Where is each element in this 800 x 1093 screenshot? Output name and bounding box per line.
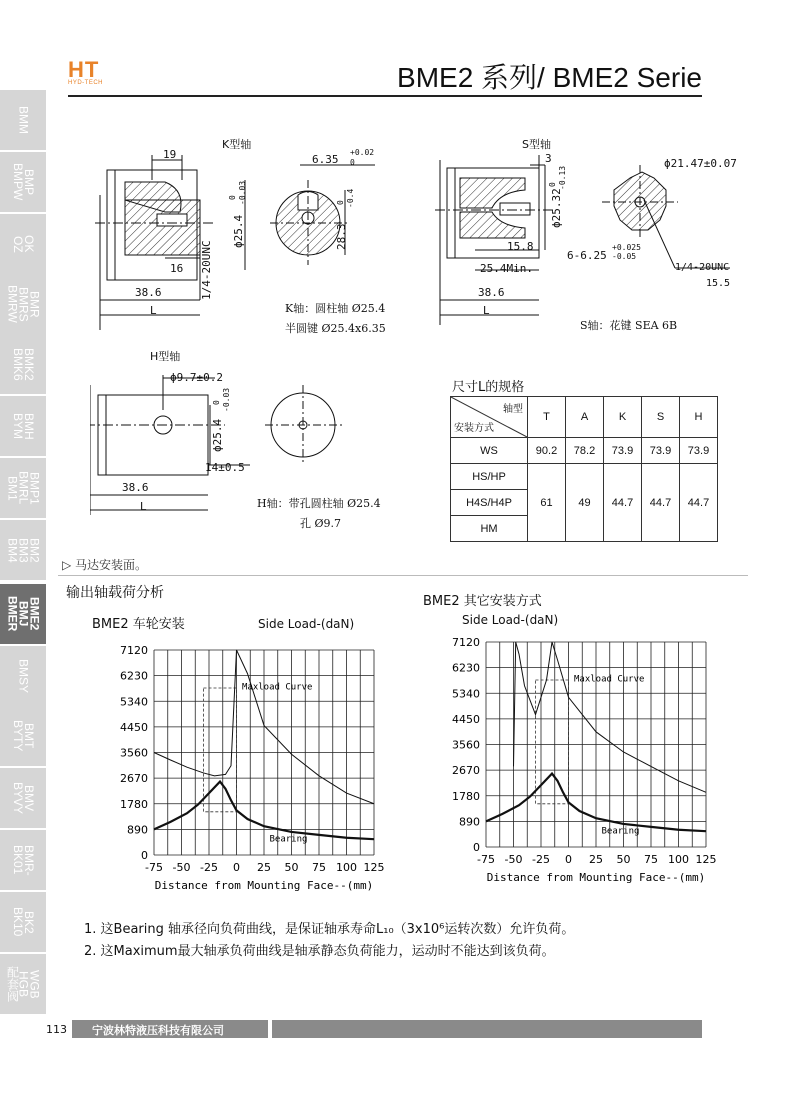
y-tick-label: 5340 — [120, 695, 148, 709]
k-dim-16: 16 — [170, 262, 184, 275]
y-tick-label: 890 — [459, 815, 480, 829]
table-cell: 90.2 — [528, 438, 566, 464]
page-number: 113 — [46, 1023, 67, 1036]
s-key-tol-top: +0.025 — [612, 243, 641, 252]
side-tab[interactable] — [0, 520, 46, 582]
table-row — [451, 464, 718, 490]
chart1-title: BME2 车轮安装 — [92, 617, 185, 632]
y-tick-label: 3560 — [452, 738, 480, 752]
k-depth-tol-bottom: -0.4 — [346, 188, 355, 208]
y-tick-label: 3560 — [120, 746, 148, 760]
x-tick-label: 125 — [363, 861, 385, 874]
y-tick-label: 4450 — [120, 720, 148, 734]
table-cell: 73.9 — [642, 438, 680, 464]
side-tab-label: BMM — [16, 106, 31, 134]
side-tab-label: BMP1 BMRL BM1 — [5, 471, 42, 505]
s-dim-25-4: 25.4Min. — [480, 262, 533, 275]
k-dia-tol-bottom: -0.03 — [238, 180, 247, 205]
x-tick-label: -25 — [200, 861, 218, 874]
footer-company: 宁波林特液压科技有限公司 — [92, 1024, 224, 1037]
s-key: 6-6.25 — [567, 249, 607, 262]
side-tab-label: BMR BMRS BMRW — [5, 285, 42, 323]
k-caption-2: 半圆键 Ø25.4x6.35 — [285, 322, 386, 335]
footer-company-bar — [72, 1020, 268, 1038]
corner-bottom-label: 安装方式 — [454, 423, 494, 434]
k-dia-tol-top: 0 — [228, 195, 237, 200]
s-dia-tol-bottom: -0.13 — [558, 165, 567, 190]
table-cell: 49 — [566, 464, 604, 542]
y-tick-label: 4450 — [452, 712, 480, 726]
side-tab[interactable] — [0, 768, 46, 830]
y-tick-label: 890 — [127, 823, 148, 837]
x-tick-label: -50 — [504, 853, 523, 866]
s-key-tol-bottom: -0.05 — [612, 252, 637, 261]
table-cell: 44.7 — [642, 464, 680, 542]
series-label: Maxload Curve — [574, 674, 645, 685]
mount-face-note: ▷ 马达安装面。 — [62, 558, 148, 572]
y-tick-label: 6230 — [452, 661, 480, 675]
h-dim-14: 14±0.5 — [205, 461, 245, 474]
table-cell: 78.2 — [566, 438, 604, 464]
logo-text: HT — [68, 57, 100, 82]
y-tick-label: 1780 — [120, 797, 148, 811]
row-label: H4S/H4P — [451, 490, 528, 516]
side-tab-label: WGB HGB 配套阀 — [5, 966, 42, 1002]
h-shaft-title: H型轴 — [150, 350, 181, 363]
k-depth-tol-top: 0 — [336, 200, 345, 205]
series-label: Maxload Curve — [242, 682, 313, 693]
table-cell: 44.7 — [680, 464, 718, 542]
k-key-width: 6.35 — [312, 153, 339, 166]
x-tick-label: -25 — [532, 853, 550, 866]
k-diameter: ϕ25.4 — [232, 214, 245, 248]
k-dim-19: 19 — [163, 148, 177, 161]
footer-bar — [272, 1020, 702, 1038]
l-spec-table — [450, 396, 718, 542]
s-dia-tol-top: 0 — [548, 182, 557, 187]
h-diameter: ϕ25.4 — [211, 418, 224, 452]
x-tick-label: 50 — [284, 861, 299, 874]
title-rule — [68, 95, 702, 97]
x-tick-label: 125 — [695, 853, 717, 866]
k-depth: 28.3 — [335, 223, 348, 250]
y-tick-label: 6230 — [120, 669, 148, 683]
s-dim-38-6: 38.6 — [478, 286, 505, 299]
x-tick-label: 100 — [668, 853, 689, 866]
table-cell: 73.9 — [680, 438, 718, 464]
y-tick-label: 0 — [141, 849, 148, 862]
h-dim-38-6: 38.6 — [122, 481, 149, 494]
x-tick-label: -75 — [477, 853, 495, 866]
row-label: HM — [451, 516, 528, 542]
x-tick-label: -50 — [172, 861, 191, 874]
x-axis-label: Distance from Mounting Face--(mm) — [486, 871, 706, 884]
col-header: A — [566, 397, 604, 438]
section-divider — [58, 575, 748, 576]
col-header: K — [604, 397, 642, 438]
s-depth: 15.5 — [706, 278, 731, 289]
side-tab-label: BMV BYVY — [11, 781, 36, 814]
side-tab-label: BMK2 BMK6 — [11, 347, 36, 381]
side-tab[interactable] — [0, 90, 46, 152]
x-tick-label: 0 — [565, 853, 572, 866]
k-caption-1: K轴：圆柱轴 Ø25.4 — [285, 302, 386, 315]
y-tick-label: 2670 — [452, 764, 480, 778]
corner-top-label: 轴型 — [503, 404, 523, 415]
x-tick-label: -75 — [145, 861, 163, 874]
s-thread: 1/4-20UNC — [675, 262, 730, 273]
x-tick-label: 50 — [616, 853, 631, 866]
s-outer-diameter: ϕ21.47±0.07 — [664, 157, 737, 170]
s-dim-3: 3 — [545, 152, 552, 165]
side-tab[interactable] — [0, 646, 46, 708]
side-tab-label: BMR- BK01 — [11, 844, 36, 876]
h-dia-tol-bottom: -0.03 — [222, 387, 231, 412]
table-row — [451, 438, 718, 464]
chart1-ylabel: Side Load-(daN) — [258, 617, 355, 631]
y-tick-label: 2670 — [120, 772, 148, 786]
s-diameter: ϕ25.32 — [550, 188, 563, 228]
k-dim-l: L — [150, 304, 157, 317]
h-caption-2: 孔 Ø9.7 — [300, 517, 342, 530]
x-tick-label: 25 — [257, 861, 271, 874]
y-tick-label: 7120 — [120, 644, 148, 657]
s-shaft-drawing — [430, 150, 760, 330]
series-label: Bearing — [601, 826, 640, 837]
table-corner — [451, 397, 528, 438]
x-axis-label: Distance from Mounting Face--(mm) — [154, 879, 374, 892]
k-shaft-title: K型轴 — [222, 138, 252, 151]
col-header: H — [680, 397, 718, 438]
y-tick-label: 1780 — [452, 789, 480, 803]
side-tab[interactable] — [0, 152, 46, 214]
company-logo — [68, 57, 103, 86]
table-cell: 73.9 — [604, 438, 642, 464]
side-tab-label: BMT BYTY — [11, 720, 36, 752]
chart-2 — [428, 632, 728, 892]
h-caption-1: H轴：带孔圆柱轴 Ø25.4 — [257, 497, 381, 510]
side-tab[interactable] — [0, 334, 46, 396]
x-tick-label: 25 — [589, 853, 603, 866]
col-header: T — [528, 397, 566, 438]
y-tick-label: 5340 — [452, 687, 480, 701]
side-tab[interactable] — [0, 706, 46, 768]
h-hole: ϕ9.7±0.2 — [170, 371, 223, 384]
load-section-title: 输出轴载荷分析 — [66, 585, 164, 601]
side-tab[interactable] — [0, 954, 46, 1016]
table-cell: 44.7 — [604, 464, 642, 542]
chart2-ylabel: Side Load-(daN) — [462, 613, 559, 627]
side-tab-label: BME2 BMJ BMER — [5, 596, 42, 632]
k-dim-38-6: 38.6 — [135, 286, 162, 299]
side-tab[interactable] — [0, 214, 46, 276]
table-cell: 61 — [528, 464, 566, 542]
l-table-title: 尺寸L的规格 — [452, 380, 525, 395]
side-tab-label: BMH BYM — [11, 412, 36, 440]
k-key-tol: +0.02 — [350, 148, 375, 157]
side-tab[interactable] — [0, 458, 46, 520]
y-tick-label: 7120 — [452, 636, 480, 649]
x-tick-label: 75 — [312, 861, 326, 874]
side-tab-label: BMP BMPW — [11, 163, 36, 201]
side-tab[interactable] — [0, 892, 46, 954]
note-1: 1. 这Bearing 轴承径向负荷曲线，是保证轴承寿命L₁₀（3x10⁶运转次数）允许负荷。 — [84, 922, 575, 937]
side-tab[interactable] — [0, 274, 46, 336]
side-tab-label: BMSY — [16, 658, 31, 693]
side-tab-label: BK2 BK10 — [11, 907, 36, 937]
series-label: Bearing — [269, 834, 308, 845]
s-dim-15-8: 15.8 — [507, 240, 534, 253]
x-tick-label: 75 — [644, 853, 658, 866]
x-tick-label: 0 — [233, 861, 240, 874]
logo-subtext: HYD-TECH — [68, 80, 103, 86]
s-dim-l: L — [483, 304, 490, 317]
page-title: BME2 系列/ BME2 Serie — [397, 62, 702, 93]
y-tick-label: 0 — [473, 841, 480, 854]
side-tab-label: BM2 BM3 BM4 — [5, 537, 42, 563]
k-thread: 1/4-20UNC — [200, 240, 213, 300]
h-dim-l: L — [140, 500, 147, 513]
chart2-title: BME2 其它安装方式 — [423, 594, 542, 609]
side-tab[interactable] — [0, 396, 46, 458]
chart-1 — [96, 640, 396, 900]
side-tab[interactable] — [0, 830, 46, 892]
note-2: 2. 这Maximum最大轴承负荷曲线是轴承静态负荷能力，运动时不能达到该负荷。 — [84, 944, 555, 959]
side-tab[interactable] — [0, 584, 46, 646]
col-header: S — [642, 397, 680, 438]
s-shaft-title: S型轴 — [522, 138, 551, 151]
row-label: WS — [451, 438, 528, 464]
side-tab-label: OK OZ — [11, 235, 36, 253]
s-caption: S轴：花键 SEA 6B — [580, 319, 678, 332]
x-tick-label: 100 — [336, 861, 357, 874]
k-key-tol2: 0 — [350, 158, 355, 167]
row-label: HS/HP — [451, 464, 528, 490]
h-dia-tol-top: 0 — [212, 400, 221, 405]
